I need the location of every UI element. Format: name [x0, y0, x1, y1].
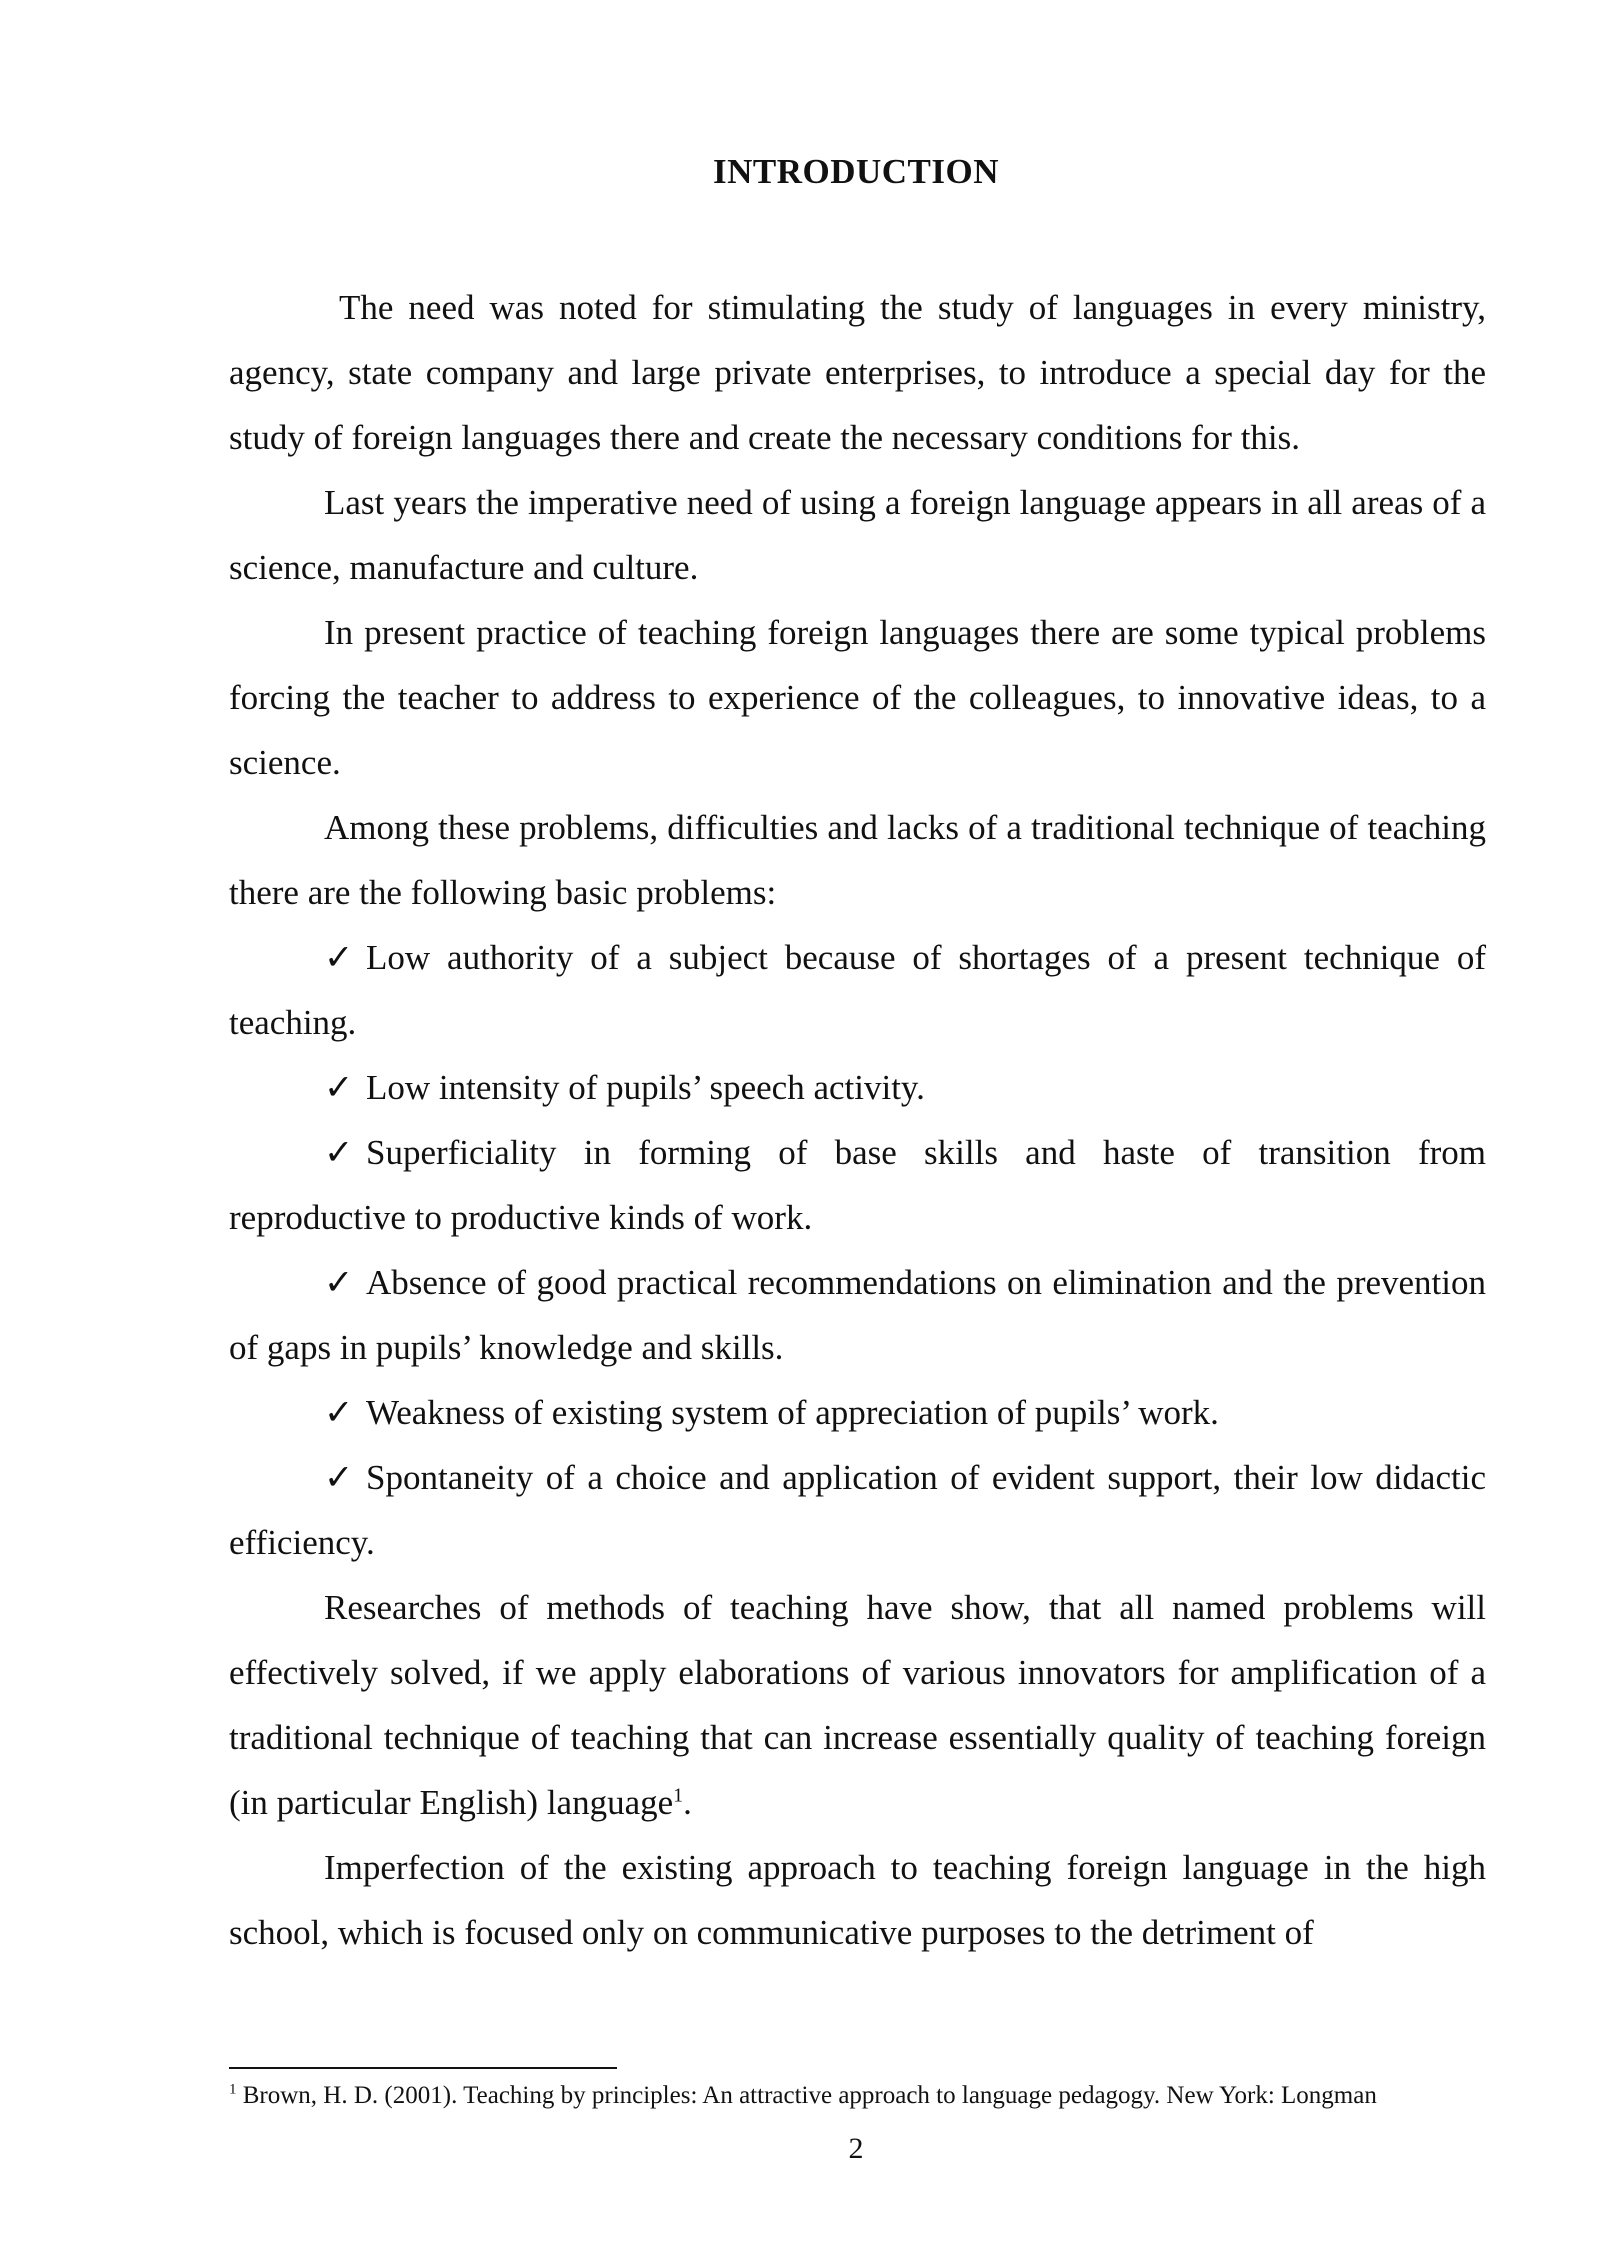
paragraph-typical-problems: In present practice of teaching foreign languages there are some typical problems forcing the teacher to address to experience of the colleagues, to innovative ideas, to a science.: [229, 613, 1486, 782]
paragraph-research-methods: [229, 1575, 1486, 1835]
footnote: [229, 2080, 1529, 2112]
paragraph-intro: The need was noted for stimulating the study of languages in every ministry, agency, state company and large private enterprises, to introduce a special day for the study of foreign languages there and create the necessary conditions for this.: [229, 288, 1486, 457]
list-item-text: Absence of good practical recommendations on elimination and the prevention of gaps in pupils’ knowledge and skills.: [229, 1263, 1486, 1367]
list-item-text: Weakness of existing system of appreciation of pupils’ work.: [366, 1393, 1219, 1432]
footnote-number: 1: [229, 2081, 237, 2098]
list-item: [229, 1445, 1486, 1575]
footnote-separator: [229, 2067, 617, 2069]
list-item: [229, 1055, 1486, 1120]
document-body: [229, 275, 1486, 1965]
footnote-reference[interactable]: 1: [673, 1784, 684, 1807]
footnote-text: Brown, H. D. (2001). Teaching by principles: An attractive approach to language pedagogy. New York: Longman: [242, 2082, 1377, 2109]
list-item: [229, 1380, 1486, 1445]
list-item-text: Low intensity of pupils’ speech activity.: [366, 1068, 925, 1107]
paragraph-research-text: Researches of methods of teaching have show, that all named problems will effectively solved, if we apply elaborations of various innovators for amplification of a traditional technique of teaching that can increase essentially quality of teaching foreign (in particular English) language: [229, 1588, 1486, 1822]
sentence-end: .: [683, 1783, 692, 1822]
checkmark-icon: ✓: [324, 1458, 354, 1497]
paragraph-imperfection: Imperfection of the existing approach to teaching foreign language in the high school, which is focused only on communicative purposes to the detriment of: [229, 1848, 1486, 1952]
list-item: [229, 1120, 1486, 1250]
list-item: [229, 925, 1486, 1055]
page-number: 2: [848, 2132, 864, 2165]
list-item-text: Spontaneity of a choice and application of evident support, their low didactic efficiency.: [229, 1458, 1486, 1562]
list-item-text: Low authority of a subject because of shortages of a present technique of teaching.: [229, 938, 1486, 1042]
paragraph-basic-problems: Among these problems, difficulties and lacks of a traditional technique of teaching there are the following basic problems:: [229, 808, 1486, 912]
paragraph-imperative-need: Last years the imperative need of using a foreign language appears in all areas of a science, manufacture and culture.: [229, 483, 1486, 587]
list-item-text: Superficiality in forming of base skills and haste of transition from reproductive to productive kinds of work.: [229, 1133, 1486, 1237]
checkmark-icon: ✓: [324, 1068, 354, 1107]
list-item: [229, 1250, 1486, 1380]
checkmark-icon: ✓: [324, 1393, 354, 1432]
checkmark-icon: ✓: [324, 938, 354, 977]
checkmark-icon: ✓: [324, 1263, 354, 1302]
page-title: INTRODUCTION: [712, 152, 1000, 191]
checkmark-icon: ✓: [324, 1133, 354, 1172]
